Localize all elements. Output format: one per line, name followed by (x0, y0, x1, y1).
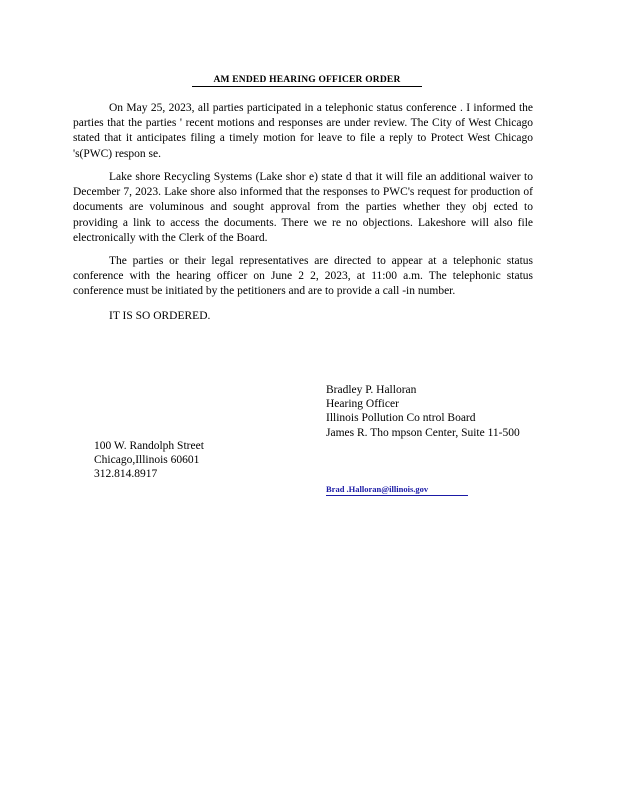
address-block (94, 439, 204, 482)
paragraph-lakeshore (73, 170, 533, 246)
signer-building: James R. Tho mpson Center, Suite 11-500 (326, 426, 520, 439)
signer-agency: Illinois Pollution Co ntrol Board (326, 412, 476, 425)
paragraph-text: The parties or their legal representatives are directed to appear at a telephonic status conference with the hearing officer on June 2 2, 2023, at 11:00 a.m. The telephonic status conference must be initiated by the petitioners and are to provide a call -in number. (73, 255, 533, 298)
address-city: Chicago,Illinois 60601 (94, 454, 200, 467)
paragraph-status-conference (73, 101, 533, 162)
email-link[interactable]: Brad .Halloran@illinois.gov (326, 484, 468, 496)
signer-name: Bradley P. Halloran (326, 384, 417, 396)
paragraph-text: On May 25, 2023, all parties participated in a telephonic status conference . I informed the parties that the parties ' recent motions and responses are under review. The City of West Chicago stated that it anticipates filing a timely motion for leave to file a reply to Protect West Chicago 's(PWC) respon se. (73, 102, 533, 160)
signer-role: Hearing Officer (326, 398, 399, 411)
signature-block (326, 383, 520, 440)
paragraph-text: Lake shore Recycling Systems (Lake shor e) state d that it will file an additional waiver to December 7, 2023. Lake shore also informed that the responses to PWC's request for production of documents are voluminous and sought approval from the parties whether they obj ected to providing a link to access the documents. There we re no objections. Lakeshore will also file electronically with the Clerk of the Board. (73, 171, 533, 244)
address-phone: 312.814.8917 (94, 468, 158, 481)
paragraph-next-conference (73, 254, 533, 300)
address-street: 100 W. Randolph Street (94, 440, 204, 452)
closing-order: IT IS SO ORDERED. (109, 310, 211, 322)
document-title: AM ENDED HEARING OFFICER ORDER (192, 75, 422, 87)
